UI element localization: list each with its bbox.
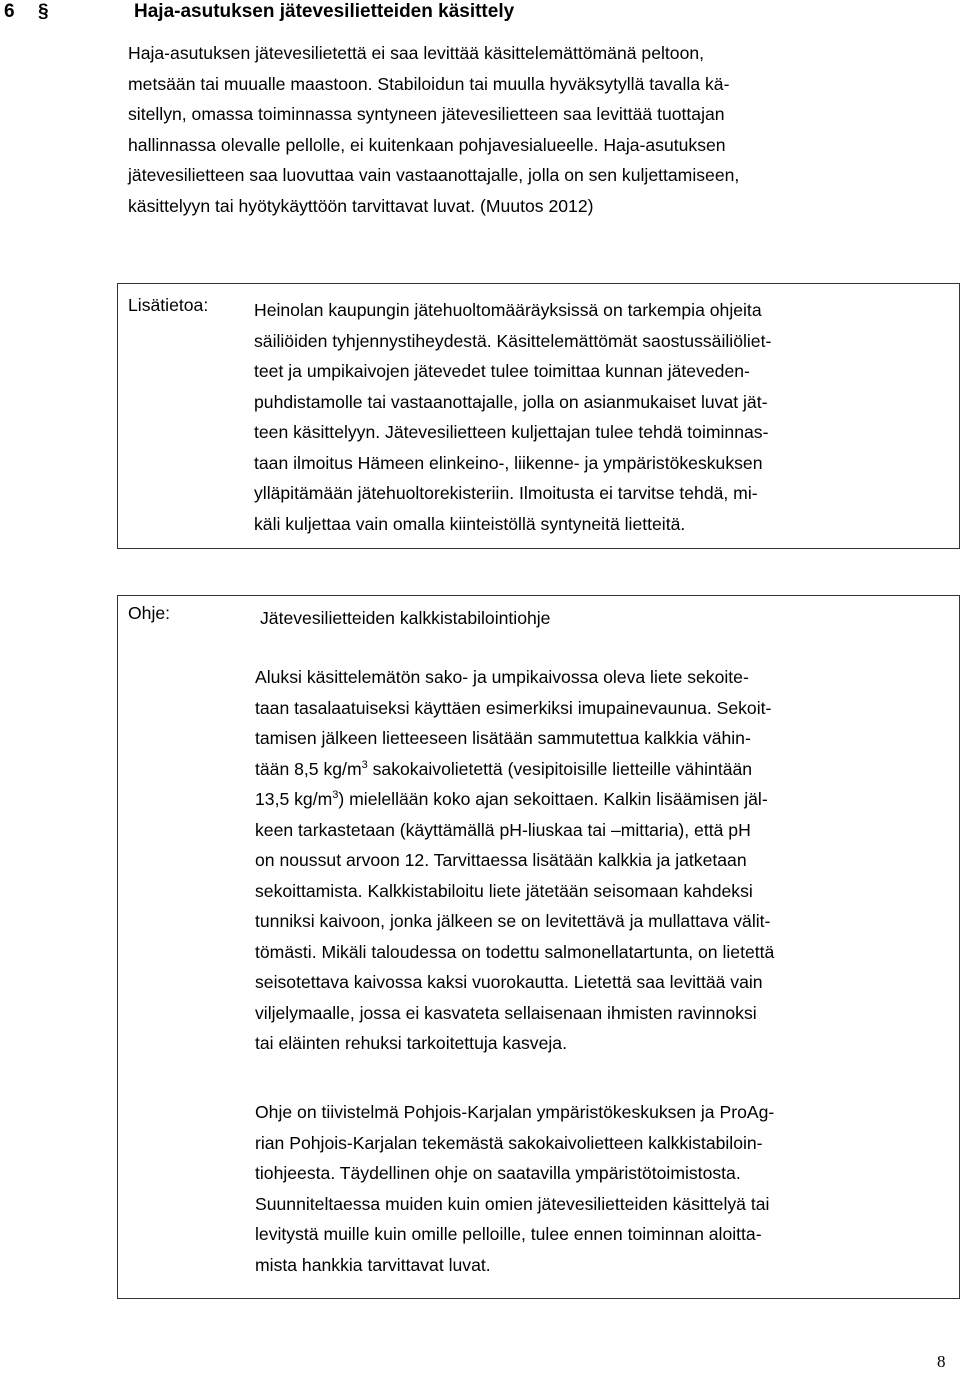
guide-line: seisotettava kaivossa kaksi vuorokautta. Lietettä saa levittää vain — [255, 972, 763, 992]
guide-line: on noussut arvoon 12. Tarvittaessa lisätään kalkkia ja jatketaan — [255, 850, 747, 870]
guide-text: 13,5 kg/m — [255, 789, 333, 809]
section-title: Haja-asutuksen jätevesilietteiden käsittely — [134, 1, 515, 22]
intro-line: hallinnassa olevalle pellolle, ei kuitenkaan pohjavesialueelle. Haja-asutuksen — [128, 134, 726, 155]
guide-line: Ohje on tiivistelmä Pohjois-Karjalan ympäristökeskuksen ja ProAg- — [255, 1102, 775, 1122]
info-line: ylläpitämään jätehuoltorekisteriin. Ilmoitusta ei tarvitse tehdä, mi- — [254, 483, 758, 503]
guide-line: taan tasalaatuiseksi käyttäen esimerkiksi imupainevaunua. Sekoit- — [255, 697, 772, 718]
section-number: 6 — [4, 1, 15, 22]
guide-line — [255, 754, 955, 785]
info-line: taan ilmoitus Hämeen elinkeino-, liikenne- ja ympäristökeskuksen — [254, 452, 763, 473]
guide-line: tunniksi kaivoon, jonka jälkeen se on levitettävä ja mullattava välit- — [255, 911, 771, 931]
intro-line: Haja-asutuksen jätevesilietettä ei saa levittää käsittelemättömänä peltoon, — [128, 43, 705, 63]
guide-text: ) mielellään koko ajan sekoittaen. Kalkin lisäämisen jäl- — [338, 789, 768, 809]
intro-paragraph — [128, 38, 938, 221]
info-line: Heinolan kaupungin jätehuoltomääräyksissä on tarkempia ohjeita — [254, 300, 762, 320]
guide-line: rian Pohjois-Karjalan tekemästä sakokaivolietteen kalkkistabiloin- — [255, 1132, 763, 1153]
guide-title: Jätevesilietteiden kalkkistabilointiohje — [260, 608, 551, 628]
guide-box — [117, 595, 960, 1299]
guide-line: levitystä muille kuin omille pelloille, tulee ennen toiminnan aloitta- — [255, 1224, 762, 1244]
guide-line: tai eläinten rehuksi tarkoitettuja kasveja. — [255, 1033, 567, 1053]
guide-box-label: Ohje: — [128, 603, 171, 623]
guide-line — [255, 784, 955, 815]
guide-paragraph-2 — [255, 1097, 955, 1280]
guide-line: mista hankkia tarvittavat luvat. — [255, 1254, 491, 1275]
intro-line: jätevesilietteen saa luovuttaa vain vastaanottajalle, jolla on sen kuljettamiseen, — [128, 165, 740, 185]
guide-line: Suunniteltaessa muiden kuin omien jätevesilietteiden käsittelyä tai — [255, 1193, 770, 1214]
intro-line: käsittelyyn tai hyötykäyttöön tarvittavat luvat. (Muutos 2012) — [128, 195, 594, 216]
guide-text: sakokaivolietettä (vesipitoisille lietteille vähintään — [367, 758, 753, 779]
guide-line: keen tarkastetaan (käyttämällä pH-liuskaa tai –mittaria), että pH — [255, 819, 751, 840]
guide-line: sekoittamista. Kalkkistabiloitu liete jätetään seisomaan kahdeksi — [255, 880, 753, 901]
superscript: 3 — [361, 758, 368, 771]
section-heading — [0, 0, 960, 30]
intro-line: sitellyn, omassa toiminnassa syntyneen jätevesilietteen saa levittää tuottajan — [128, 104, 725, 124]
guide-line: tamisen jälkeen lietteeseen lisätään sammutettua kalkkia vähin- — [255, 728, 751, 748]
info-line: teen käsittelyyn. Jätevesilietteen kuljettajan tulee tehdä toiminnas- — [254, 422, 769, 442]
info-line: säiliöiden tyhjennystiheydestä. Käsittelemättömät saostussäiliöliet- — [254, 330, 772, 351]
info-box-label: Lisätietoa: — [128, 295, 209, 315]
section-symbol: § — [38, 1, 49, 22]
guide-text: tään 8,5 kg/m — [255, 758, 362, 779]
guide-paragraph-1 — [255, 662, 955, 1059]
guide-line: viljelymaalle, jossa ei kasvateta sellaisenaan ihmisten ravinnoksi — [255, 1002, 757, 1023]
info-box — [117, 283, 960, 549]
info-line: puhdistamolle tai vastaanottajalle, jolla on asianmukaiset luvat jät- — [254, 391, 768, 412]
guide-line: tiohjeesta. Täydellinen ohje on saatavilla ympäristötoimistosta. — [255, 1163, 741, 1183]
superscript: 3 — [332, 789, 339, 801]
page-number: 8 — [937, 1352, 946, 1371]
info-box-text — [254, 295, 954, 539]
guide-line: tömästi. Mikäli taloudessa on todettu salmonellatartunta, on lietettä — [255, 941, 775, 962]
intro-line: metsään tai muualle maastoon. Stabiloidun tai muulla hyväksytyllä tavalla kä- — [128, 73, 730, 94]
info-line: käli kuljettaa vain omalla kiinteistöllä syntyneitä lietteitä. — [254, 513, 686, 534]
guide-line: Aluksi käsittelemätön sako- ja umpikaivossa oleva liete sekoite- — [255, 667, 749, 687]
info-line: teet ja umpikaivojen jätevedet tulee toimittaa kunnan jäteveden- — [254, 361, 750, 381]
